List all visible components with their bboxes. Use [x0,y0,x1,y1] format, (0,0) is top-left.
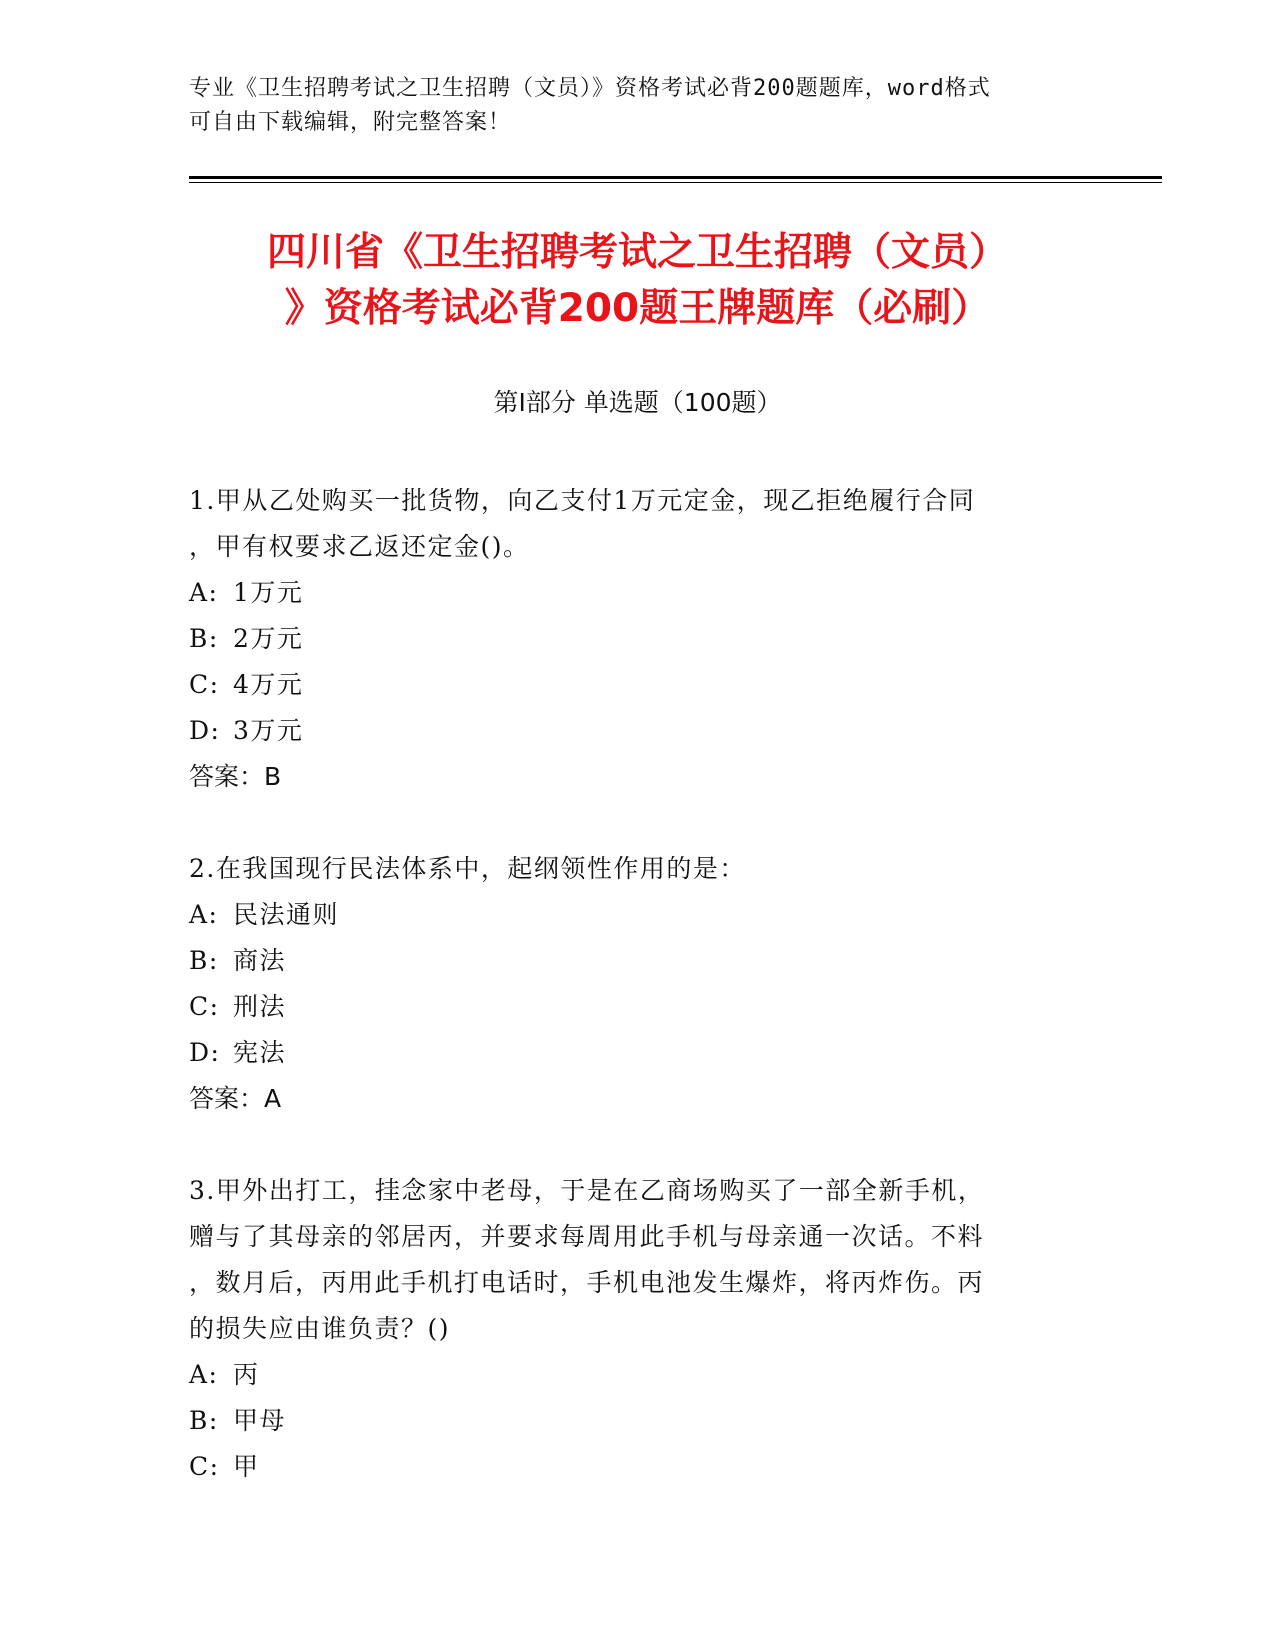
option-a [189,570,1069,616]
option-text: 4万元 [233,670,304,699]
option-c [189,662,1069,708]
question-stem-line: 2.在我国现行民法体系中，起纲领性作用的是： [189,854,746,883]
question-stem-line: 1.甲从乙处购买一批货物，向乙支付1万元定金，现乙拒绝履行合同 [189,486,976,515]
option-text: 丙 [233,1360,260,1389]
option-b [189,616,1069,662]
option-text: 刑法 [233,992,287,1021]
option-key: B: [189,1406,219,1435]
header-divider-thick [189,176,1162,179]
section-title: 第Ⅰ部分 单选题（100题） [493,388,782,417]
question-stem-line: ，数月后，丙用此手机打电话时，手机电池发生爆炸，将丙炸伤。丙 [189,1268,985,1297]
answer-line: 答案：B [189,762,282,791]
option-key: A: [189,1360,219,1389]
option-text: 商法 [233,946,287,975]
question-stem [189,1168,1069,1352]
header-note-line: 可自由下载编辑，附完整答案！ [189,110,512,135]
header-divider-thin [189,182,1162,183]
question-list [189,478,1069,1536]
question-stem [189,846,1069,892]
header-note [189,72,1089,140]
option-a [189,1352,1069,1398]
option-d [189,708,1069,754]
option-key: A: [189,578,219,607]
title-line: 四川省《卫生招聘考试之卫生招聘（文员） [266,230,1008,275]
option-key: B: [189,946,219,975]
question-item [189,1168,1069,1490]
option-b [189,938,1069,984]
option-key: C: [189,1452,220,1481]
option-key: D: [189,716,221,745]
question-stem-line: 的损失应由谁负责？() [189,1314,451,1343]
question-item [189,846,1069,1122]
option-key: C: [189,992,220,1021]
option-key: B: [189,624,219,653]
question-stem [189,478,1069,570]
option-key: C: [189,670,220,699]
question-stem-line: ，甲有权要求乙返还定金()。 [189,532,530,561]
option-text: 2万元 [233,624,304,653]
option-c [189,1444,1069,1490]
option-a [189,892,1069,938]
option-text: 民法通则 [233,900,340,929]
option-key: D: [189,1038,221,1067]
option-text: 1万元 [233,578,304,607]
question-stem-line: 赠与了其母亲的邻居丙，并要求每周用此手机与母亲通一次话。不料 [189,1222,985,1251]
option-d [189,1030,1069,1076]
question-stem-line: 3.甲外出打工，挂念家中老母，于是在乙商场购买了一部全新手机， [189,1176,985,1205]
option-text: 3万元 [233,716,304,745]
option-text: 甲母 [233,1406,287,1435]
option-b [189,1398,1069,1444]
option-c [189,984,1069,1030]
title-line: 》资格考试必背200题王牌题库（必刷） [284,286,991,331]
answer-line: 答案：A [189,1084,282,1113]
document-title [150,225,1125,337]
option-key: A: [189,900,219,929]
question-item [189,478,1069,800]
option-text: 宪法 [233,1038,287,1067]
option-text: 甲 [233,1452,260,1481]
header-note-line: 专业《卫生招聘考试之卫生招聘（文员）》资格考试必背200题题库，word格式 [189,76,991,101]
